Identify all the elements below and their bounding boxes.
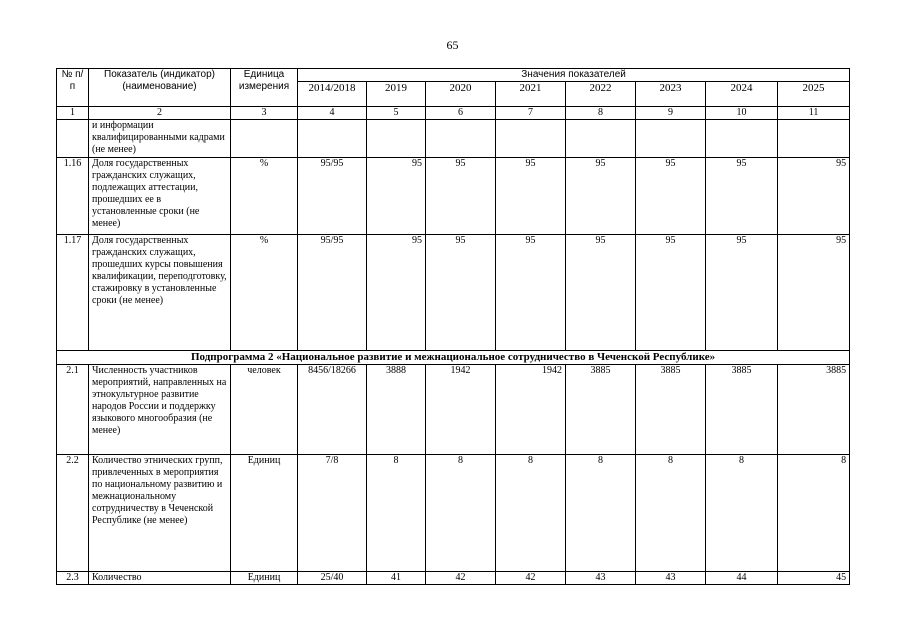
subprogram-row (57, 351, 850, 365)
row-value (426, 120, 496, 158)
row-value (496, 120, 566, 158)
column-number: 2 (89, 107, 231, 120)
row-indicator: Количество этнических групп, привлеченных в мероприятия по национальному развитию и межнациональному сотрудничеству в Чеченской Республике (не менее) (89, 455, 231, 572)
row-indicator: Численность участников мероприятий, направленных на этнокультурное развитие народов России и поддержку языкового многообразия (не менее) (89, 365, 231, 455)
row-indicator: Доля государственных гражданских служащих, прошедших курсы повышения квалификации, переподготовку, стажировку в установленные сроки (не менее) (89, 235, 231, 351)
header-year: 2021 (496, 82, 566, 107)
row-value: 42 (496, 572, 566, 585)
header-values-group: Значения показателей (298, 69, 850, 82)
row-value: 95 (778, 235, 850, 351)
row-value: 45 (778, 572, 850, 585)
row-value: 1942 (426, 365, 496, 455)
row-value: 8 (426, 455, 496, 572)
column-number: 6 (426, 107, 496, 120)
row-value: 95 (367, 158, 426, 235)
header-year: 2014/2018 (298, 82, 367, 107)
row-indicator: и информации квалифицированными кадрами (не менее) (89, 120, 231, 158)
row-value: 95 (778, 158, 850, 235)
row-value: 3885 (566, 365, 636, 455)
row-value: 95/95 (298, 158, 367, 235)
table-row (57, 365, 850, 455)
row-number: 2.3 (57, 572, 89, 585)
table-row (57, 235, 850, 351)
row-value: 3885 (706, 365, 778, 455)
column-number: 10 (706, 107, 778, 120)
column-number: 9 (636, 107, 706, 120)
header-year: 2019 (367, 82, 426, 107)
row-value (706, 120, 778, 158)
header-indicator: Показатель (индикатор) (наименование) (89, 69, 231, 107)
row-value: 3888 (367, 365, 426, 455)
row-unit: % (231, 158, 298, 235)
page-number: 65 (446, 38, 459, 52)
row-value: 8 (706, 455, 778, 572)
row-value: 3885 (778, 365, 850, 455)
row-value: 25/40 (298, 572, 367, 585)
table-row (57, 120, 850, 158)
indicators-table (56, 68, 850, 585)
column-number-row (57, 107, 850, 120)
header-year: 2024 (706, 82, 778, 107)
row-unit: Единиц (231, 572, 298, 585)
column-number: 11 (778, 107, 850, 120)
column-number: 3 (231, 107, 298, 120)
row-value: 8 (778, 455, 850, 572)
row-value: 8 (367, 455, 426, 572)
row-value: 95 (636, 158, 706, 235)
header-year: 2020 (426, 82, 496, 107)
column-number: 7 (496, 107, 566, 120)
row-value: 7/8 (298, 455, 367, 572)
row-unit: Единиц (231, 455, 298, 572)
header-unit: Единица измерения (231, 69, 298, 107)
row-value: 95 (496, 158, 566, 235)
row-number: 1.16 (57, 158, 89, 235)
row-value (636, 120, 706, 158)
subprogram-title: Подпрограмма 2 «Национальное развитие и межнациональное сотрудничество в Чеченской Республике» (57, 351, 850, 365)
row-value: 95 (566, 235, 636, 351)
row-number (57, 120, 89, 158)
row-indicator: Доля государственных гражданских служащих, подлежащих аттестации, прошедших ее в установленные сроки (не менее) (89, 158, 231, 235)
row-number: 1.17 (57, 235, 89, 351)
row-value: 43 (636, 572, 706, 585)
row-unit: человек (231, 365, 298, 455)
row-value: 95 (706, 235, 778, 351)
row-value: 95 (367, 235, 426, 351)
row-value: 43 (566, 572, 636, 585)
row-value: 1942 (496, 365, 566, 455)
table-row (57, 572, 850, 585)
column-number: 4 (298, 107, 367, 120)
row-value: 95 (636, 235, 706, 351)
row-value (367, 120, 426, 158)
row-number: 2.2 (57, 455, 89, 572)
row-value: 3885 (636, 365, 706, 455)
row-value: 95 (496, 235, 566, 351)
row-value: 42 (426, 572, 496, 585)
row-value: 95 (706, 158, 778, 235)
row-unit (231, 120, 298, 158)
row-value: 8 (636, 455, 706, 572)
table-row (57, 158, 850, 235)
row-number: 2.1 (57, 365, 89, 455)
row-value (778, 120, 850, 158)
row-indicator: Количество (89, 572, 231, 585)
header-year: 2023 (636, 82, 706, 107)
row-value: 95 (566, 158, 636, 235)
row-value: 95/95 (298, 235, 367, 351)
column-number: 8 (566, 107, 636, 120)
row-value (566, 120, 636, 158)
header-year: 2022 (566, 82, 636, 107)
row-value: 44 (706, 572, 778, 585)
row-value: 8456/18266 (298, 365, 367, 455)
row-value: 95 (426, 158, 496, 235)
table-row (57, 455, 850, 572)
row-value: 8 (566, 455, 636, 572)
column-number: 1 (57, 107, 89, 120)
row-value: 41 (367, 572, 426, 585)
header-num: № п/п (57, 69, 89, 107)
column-number: 5 (367, 107, 426, 120)
row-value: 95 (426, 235, 496, 351)
header-year: 2025 (778, 82, 850, 107)
row-value (298, 120, 367, 158)
row-value: 8 (496, 455, 566, 572)
row-unit: % (231, 235, 298, 351)
